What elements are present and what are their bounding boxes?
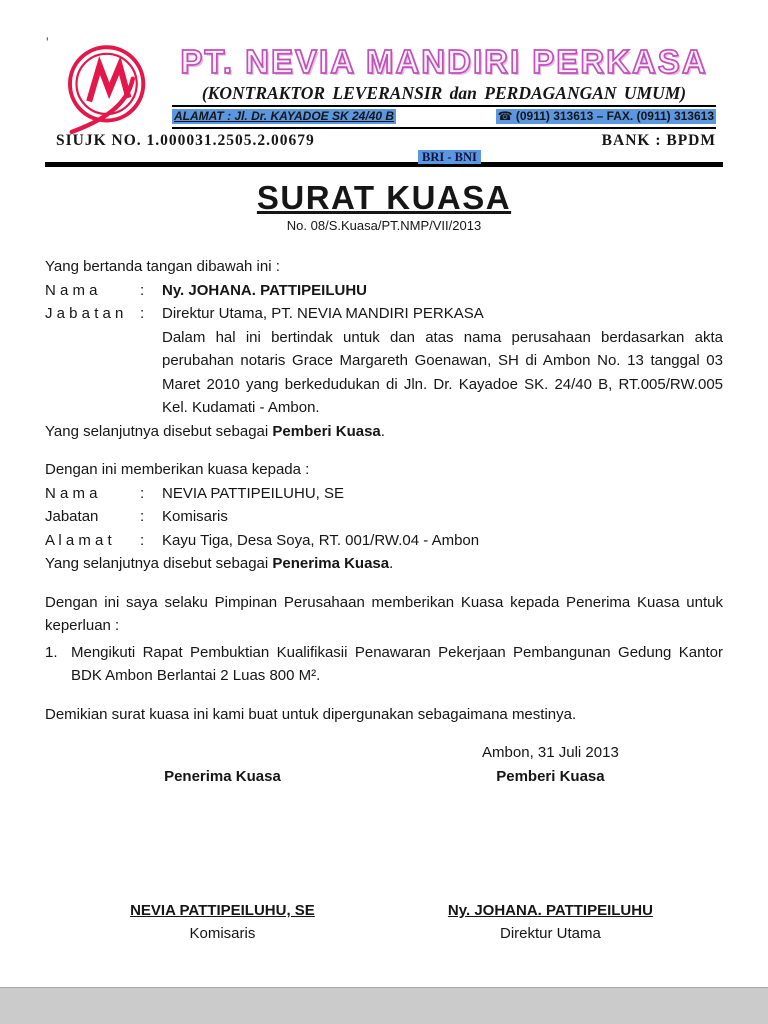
siujk-number: SIUJK NO. 1.000031.2505.2.00679: [56, 132, 315, 149]
alias-prefix: Yang selanjutnya disebut sebagai: [45, 422, 273, 440]
signature-right: [423, 741, 678, 945]
letterhead-text: [172, 42, 716, 129]
signature-left: [90, 741, 355, 945]
left-signature-title: Penerima Kuasa: [164, 768, 281, 785]
grantor-description: Dalam hal ini bertindak untuk dan atas nama perusahaan berdasarkan akta perubahan notaris Grace Margareth Goenawan, SH di Ambon No. 13 tanggal 03 Maret 2010 yang berkedudukan di Jln. Dr. Kayadoe SK. 24/40 B, RT.005/RW.005 Kel. Kudamati - Ambon.: [162, 328, 723, 416]
right-signature-role: Direktur Utama: [500, 925, 601, 942]
signature-area: [90, 741, 678, 945]
document-number: No. 08/S.Kuasa/PT.NMP/VII/2013: [286, 218, 482, 233]
field-label: A l a m a t: [45, 531, 112, 549]
purpose-intro: Dengan ini saya selaku Pimpinan Perusahaan memberikan Kuasa kepada Penerima Kuasa untuk keperluan :: [45, 593, 723, 634]
alias-prefix: Yang selanjutnya disebut sebagai: [45, 555, 273, 572]
field-label: Jabatan: [45, 508, 99, 525]
grantor-position: Direktur Utama, PT. NEVIA MANDIRI PERKASA: [162, 305, 484, 322]
grantee-intro-line: Dengan ini memberikan kuasa kepada :: [45, 461, 310, 478]
alias-suffix: .: [380, 422, 385, 440]
grantee-alias: Penerima Kuasa: [272, 555, 390, 572]
grantee-name-row: [45, 482, 723, 506]
page-bottom-edge: [0, 987, 768, 1024]
company-name: PT. NEVIA MANDIRI PERKASA: [180, 43, 708, 80]
right-signature-name: Ny. JOHANA. PATTIPEILUHU: [447, 902, 653, 919]
field-colon: :: [140, 305, 145, 322]
logo-icon: [56, 42, 152, 138]
date-place: Ambon, 31 Juli 2013: [482, 744, 619, 761]
bank-info: BANK : BPDM: [601, 132, 716, 149]
grantor-alias: Pemberi Kuasa: [272, 422, 381, 440]
company-logo: [56, 42, 152, 138]
field-colon: :: [140, 484, 145, 502]
left-date-spacer: [90, 741, 355, 765]
address-row: [172, 107, 716, 129]
grantee-name: NEVIA PATTIPEILUHU, SE: [162, 484, 344, 502]
company-address: ALAMAT : Jl. Dr. KAYADOE SK 24/40 B: [174, 109, 395, 123]
field-colon: :: [140, 508, 145, 525]
letterhead: [0, 0, 768, 167]
company-phone: ☎ (0911) 313613 – FAX. (0911) 313613: [497, 109, 714, 123]
letter-body: [45, 255, 723, 945]
closing-line: Demikian surat kuasa ini kami buat untuk dipergunakan sebagaimana mestinya.: [45, 705, 577, 723]
field-label: N a m a: [45, 281, 98, 299]
right-signature-title: Pemberi Kuasa: [496, 768, 605, 785]
item-text: Mengikuti Rapat Pembuktian Kualifikasii Penawaran Pekerjaan Pembangunan Gedung Kantor BDK Ambon Berlantai 2 Luas 800 M².: [71, 643, 723, 684]
purpose-item-1: [45, 641, 723, 688]
left-signature-space: [90, 789, 355, 899]
grantor-alias-line: [45, 420, 723, 444]
right-signature-space: [423, 789, 678, 899]
company-tagline: (KONTRAKTOR LEVERANSIR dan PERDAGANGAN UMUM): [172, 82, 716, 107]
left-signature-role: Komisaris: [189, 925, 256, 942]
grantor-position-row: [45, 302, 723, 326]
header-rule: [45, 162, 723, 167]
siujk-row: [56, 131, 716, 150]
field-colon: :: [140, 281, 145, 299]
grantee-address-row: [45, 529, 723, 553]
grantor-name-row: [45, 279, 723, 303]
intro-line: Yang bertanda tangan dibawah ini :: [45, 258, 280, 275]
field-label: J a b a t a n: [45, 305, 124, 322]
grantor-name: Ny. JOHANA. PATTIPEILUHU: [162, 281, 368, 299]
document-title: SURAT KUASA: [256, 179, 512, 216]
left-signature-name: NEVIA PATTIPEILUHU, SE: [130, 902, 315, 919]
item-number: 1.: [45, 643, 58, 661]
grantee-address: Kayu Tiga, Desa Soya, RT. 001/RW.04 - Ambon: [162, 531, 480, 549]
field-colon: :: [140, 531, 145, 549]
grantee-position: Komisaris: [162, 508, 228, 525]
scan-artifact: ': [46, 34, 49, 50]
field-label: N a m a: [45, 484, 98, 502]
grantee-position-row: [45, 505, 723, 529]
grantee-alias-line: [45, 552, 723, 576]
alias-suffix: .: [389, 555, 394, 572]
bank-highlight: BRI - BNI: [418, 150, 481, 164]
